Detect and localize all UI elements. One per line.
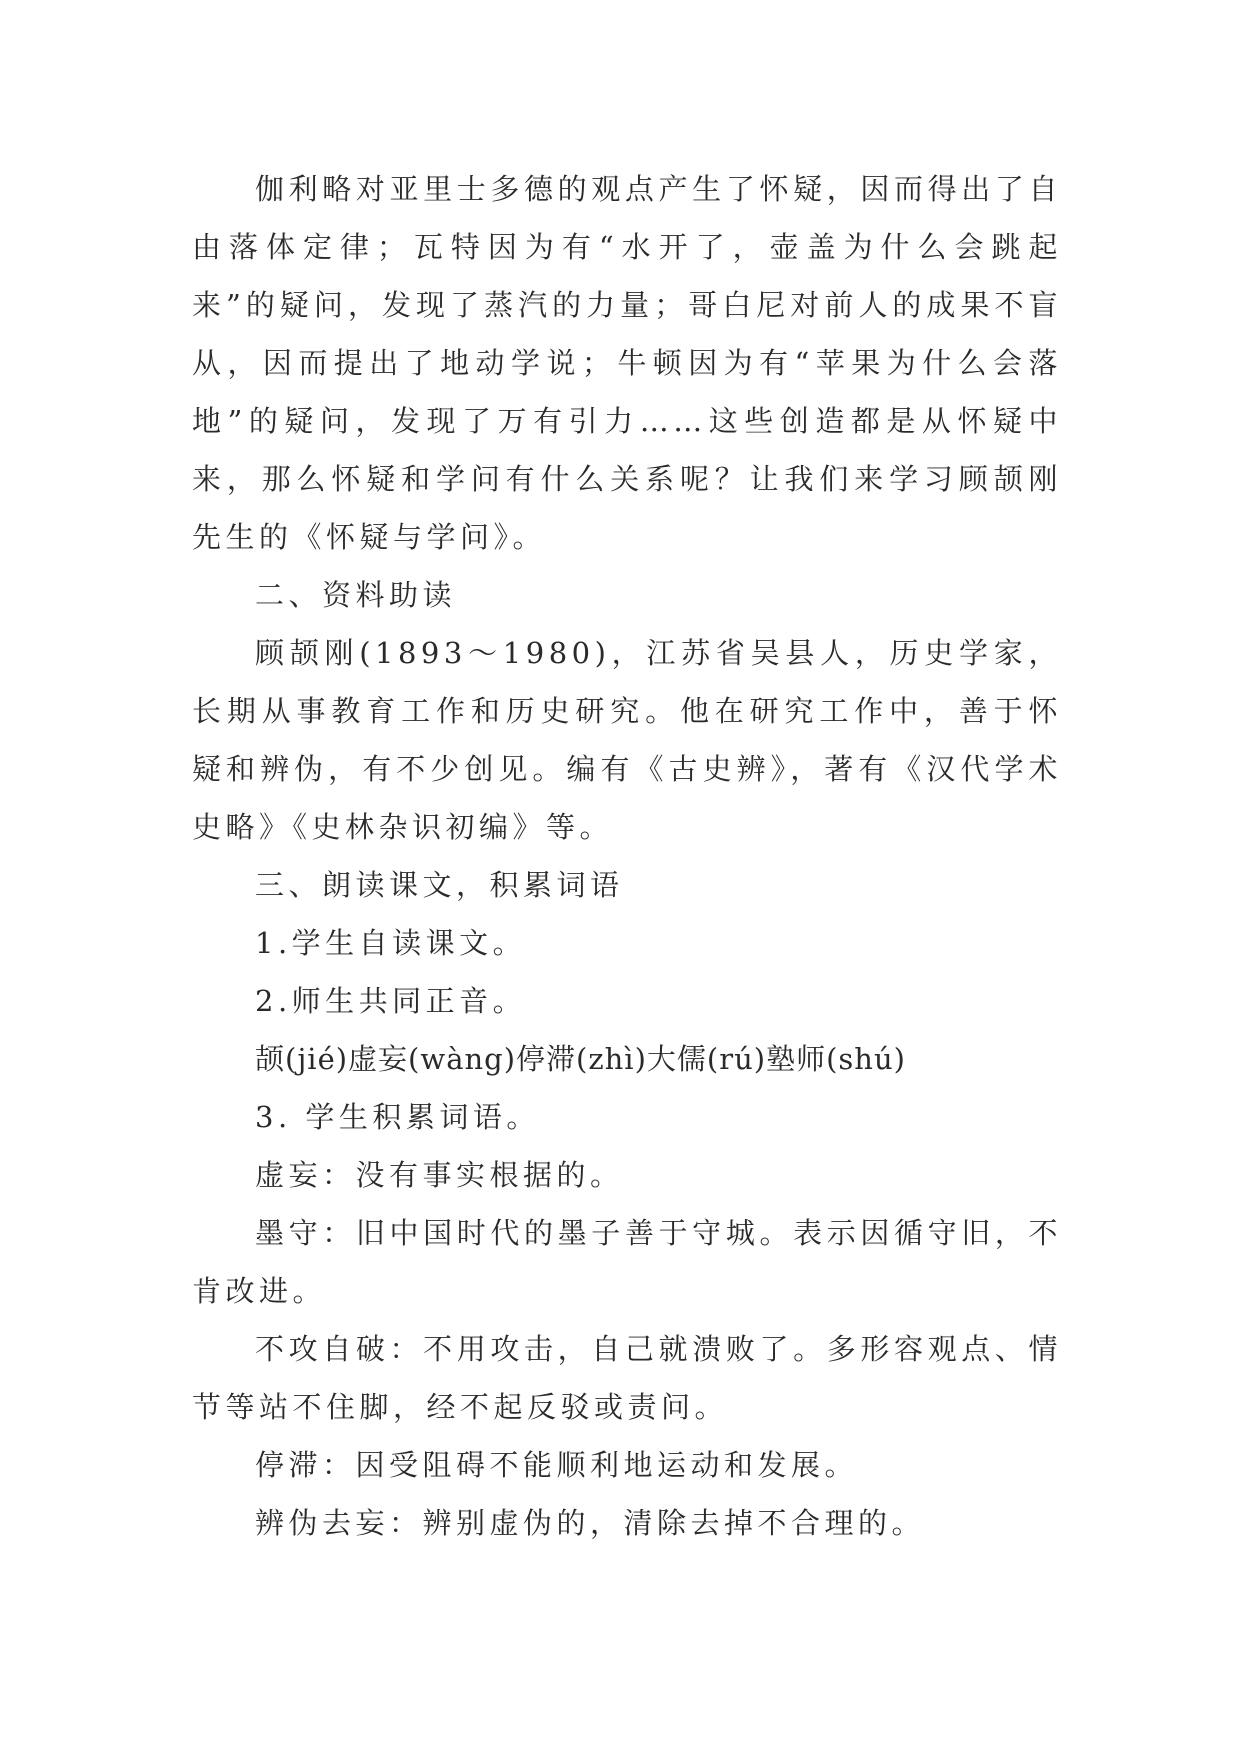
definition-bianweiquwang: 辨伪去妄：辨别虚伪的，清除去掉不合理的。 — [255, 1506, 926, 1540]
definition-bugongzipo: 不攻自破：不用攻击，自己就溃败了。多形容观点、情节等站不住脚，经不起反驳或责问。 — [192, 1332, 1062, 1424]
pinyin-line: 颉(jié)虚妄(wàng)停滞(zhì)大儒(rú)塾师(shú) — [255, 1042, 906, 1076]
definition-xuwang: 虚妄：没有事实根据的。 — [255, 1158, 624, 1192]
author-bio-paragraph: 顾颉刚(1893～1980)，江苏省吴县人，历史学家，长期从事教育工作和历史研究。他在研究工作中，善于怀疑和辨伪，有不少创见。编有《古史辨》，著有《汉代学术史略》《史林杂识初编》等。 — [192, 636, 1062, 844]
step-pronunciation: 2.师生共同正音。 — [255, 984, 527, 1018]
step-vocabulary: 3. 学生积累词语。 — [255, 1100, 540, 1134]
intro-paragraph: 伽利略对亚里士多德的观点产生了怀疑，因而得出了自由落体定律；瓦特因为有“水开了，壶盖为什么会跳起来”的疑问，发现了蒸汽的力量；哥白尼对前人的成果不盲从，因而提出了地动学说；牛顿因为有“苹果为什么会落地”的疑问，发现了万有引力……这些创造都是从怀疑中来，那么怀疑和学问有什么关系呢？让我们来学习顾颉刚先生的《怀疑与学问》。 — [192, 172, 1062, 554]
section-heading-read-aloud: 三、朗读课文，积累词语 — [255, 868, 624, 902]
document-page — [192, 160, 1062, 1552]
step-self-reading: 1.学生自读课文。 — [255, 926, 527, 960]
definition-tingzhi: 停滞：因受阻碍不能顺利地运动和发展。 — [255, 1448, 859, 1482]
section-heading-reading-aid: 二、资料助读 — [255, 578, 457, 612]
definition-moshou: 墨守：旧中国时代的墨子善于守城。表示因循守旧，不肯改进。 — [192, 1216, 1062, 1308]
